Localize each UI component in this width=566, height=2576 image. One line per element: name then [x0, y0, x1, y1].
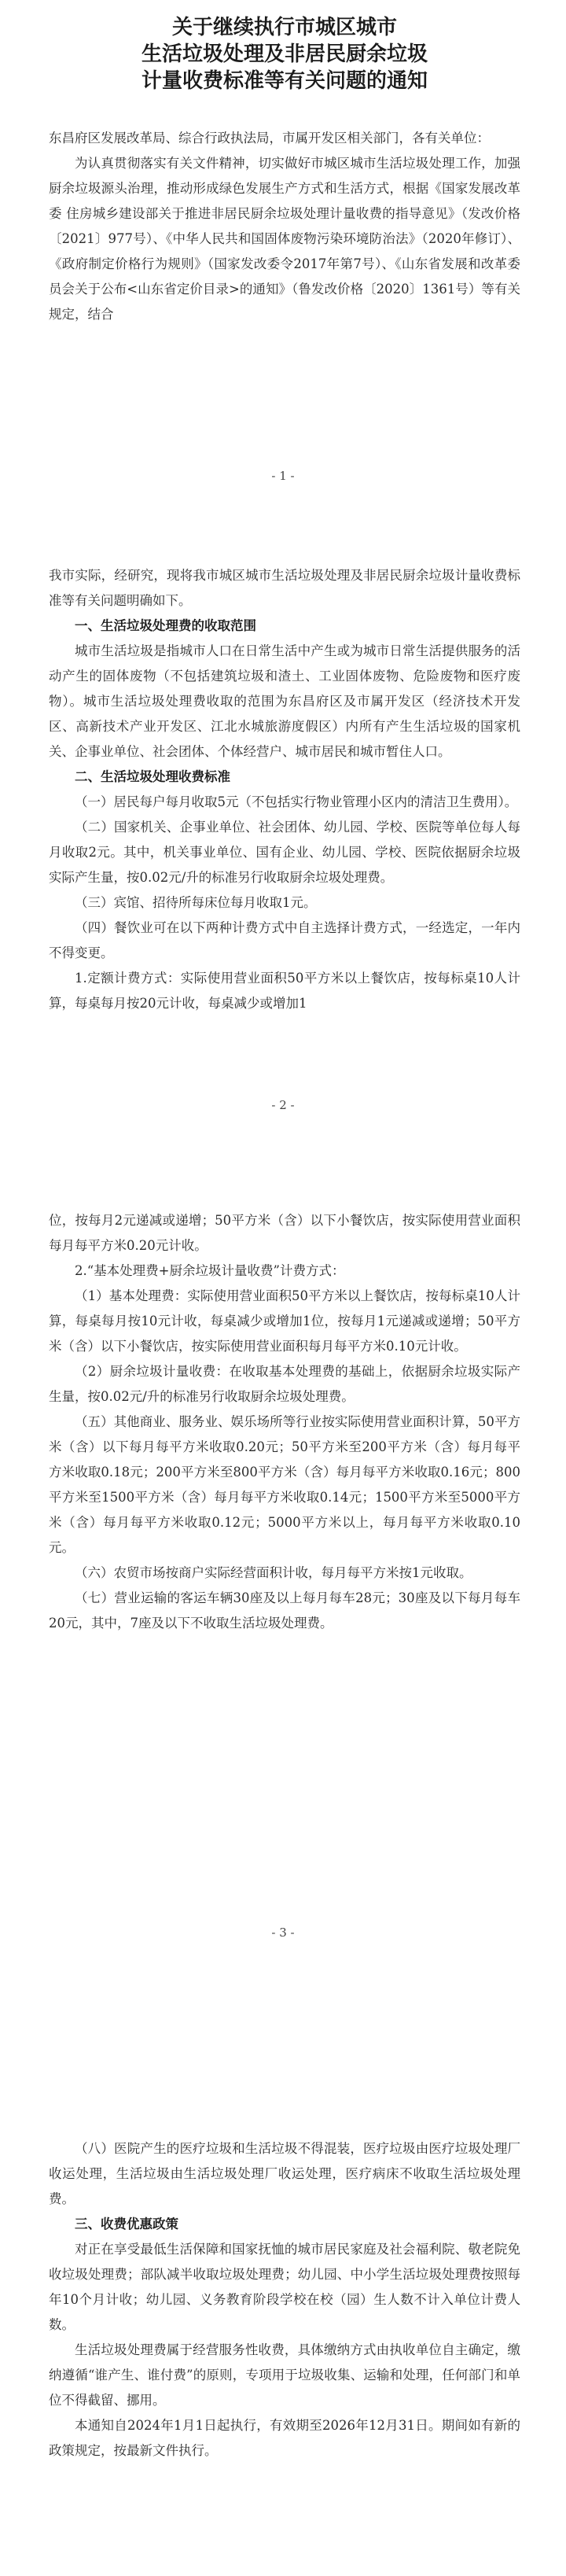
- section-1-heading: 一、生活垃圾处理费的收取范围: [75, 618, 256, 633]
- section-1-text: 城市生活垃圾是指城市人口在日常生活中产生或为城市日常生活提供服务的活动产生的固体废物（不包括建筑垃圾和渣土、工业固体废物、危险废物和医疗废物）。城市生活垃圾处理费收取的范围为东昌府区及市属开发区（经济技术开发区、高新技术产业开发区、江北水城旅游度假区）内所有产生生活垃圾的国家机关、企事业单位、社会团体、个体经营户、城市居民和城市暂住人口。: [49, 643, 520, 759]
- recipients: 东昌府区发展改革局、综合行政执法局，市属开发区相关部门，各有关单位：: [49, 131, 490, 146]
- fee-item-7: （七）营业运输的客运车辆30座及以上每月每车28元；30座及以下每月每车20元，其中，7座及以下不收取生活垃圾处理费。: [49, 1590, 520, 1631]
- section-3-text: 对正在享受最低生活保障和国家抚恤的城市居民家庭及社会福利院、敬老院免收垃圾处理费；部队减半收取垃圾处理费；幼儿园、中小学生活垃圾处理费按照每年10个月计收；幼儿园、义务教育阶段学校在校（园）生人数不计入单位计费人数。: [49, 2242, 520, 2332]
- document-page-4: [0, 2136, 566, 2569]
- fee-item-4: （四）餐饮业可在以下两种计费方式中自主选择计费方式，一经选定，一年内不得变更。: [49, 920, 520, 960]
- page-number-2: - 2 -: [271, 1098, 295, 1112]
- section-3-heading: 三、收费优惠政策: [75, 2217, 178, 2231]
- title-line-3: 计量收费标准等有关问题的通知: [141, 69, 428, 93]
- document-title: [49, 14, 520, 94]
- title-line-2: 生活垃圾处理及非居民厨余垃圾: [141, 42, 428, 66]
- fee-item-4-1: 1.定额计费方式：实际使用营业面积50平方米以上餐饮店，按每标桌10人计算，每桌每月按20元计收，每桌减少或增加1: [49, 971, 520, 1011]
- fee-item-2: （二）国家机关、企事业单位、社会团体、幼儿园、学校、医院等单位每人每月收取2元。其中，机关事业单位、国有企业、幼儿园、学校、医院依据厨余垃圾实际产生量，按0.02元/升的标准另行收取厨余垃圾处理费。: [49, 820, 520, 885]
- document-page-1: [0, 14, 566, 486]
- fee-item-5: （五）其他商业、服务业、娱乐场所等行业按实际使用营业面积计算，50平方米（含）以下每月每平方米收取0.20元；50平方米至200平方米（含）每月每平方米收取0.18元；200平方米至800平方米（含）每月每平方米收取0.16元；800平方米至1500平方米（含）每月每平方米收取0.14元；1500平方米至5000平方米（含）每月每平方米收取0.12元；5000平方米以上，每月每平方米收取0.10元。: [49, 1414, 520, 1555]
- fee-item-6: （六）农贸市场按商户实际经营面积计收，每月每平方米按1元收取。: [75, 1565, 472, 1580]
- document-page-2: [0, 563, 566, 1067]
- section-2-heading: 二、生活垃圾处理收费标准: [75, 769, 230, 784]
- fee-item-1: （一）居民每户每月收取5元（不包括实行物业管理小区内的清洁卫生费用）。: [75, 794, 518, 809]
- fee-item-4-2-2: （2）厨余垃圾计量收费：在收取基本处理费的基础上，依据厨余垃圾实际产生量，按0.02元/升的标准另行收取厨余垃圾处理费。: [49, 1364, 520, 1404]
- fee-item-4-2: 2.“基本处理费+厨余垃圾计量收费”计费方式：: [75, 1263, 345, 1278]
- fee-item-3: （三）宾馆、招待所每床位每月收取1元。: [75, 895, 317, 910]
- fee-item-8: （八）医院产生的医疗垃圾和生活垃圾不得混装，医疗垃圾由医疗垃圾处理厂收运处理，生活垃圾由生活垃圾处理厂收运处理，医疗病床不收取生活垃圾处理费。: [49, 2141, 520, 2206]
- document-page-3: [0, 1208, 566, 1774]
- intro-paragraph: 为认真贯彻落实有关文件精神，切实做好市城区城市生活垃圾处理工作，加强厨余垃圾源头治理，推动形成绿色发展生产方式和生活方式，根据《国家发展改革委 住房城乡建设部关于推进非居民厨余垃圾处理计量收费的指导意见》（发改价格〔2021〕977号）、《中华人民共和国固体废物污染环境防治法》（2020年修订）、《政府制定价格行为规则》（国家发改委令2017年第7号）、《山东省发展和改革委员会关于公布<山东省定价目录>的通知》（鲁发改价格〔2020〕1361号）等有关规定，结合: [49, 156, 520, 322]
- intro-continuation: 我市实际，经研究，现将我市城区城市生活垃圾处理及非居民厨余垃圾计量收费标准等有关问题明确如下。: [49, 568, 520, 608]
- fee-item-4-2-1: （1）基本处理费：实际使用营业面积50平方米以上餐饮店，按每标桌10人计算，每桌每月按10元计收，每桌减少或增加1位，按每月1元递减或递增；50平方米（含）以下小餐饮店，按实际使用营业面积每月每平方米0.10元计收。: [49, 1288, 520, 1354]
- effective-date-paragraph: 本通知自2024年1月1日起执行，有效期至2026年12月31日。期间如有新的政策规定，按最新文件执行。: [49, 2418, 520, 2458]
- fee-item-4-1-continuation: 位，按每月2元递减或递增；50平方米（含）以下小餐饮店，按实际使用营业面积每月每平方米0.20元计收。: [49, 1213, 520, 1253]
- fee-nature-paragraph: 生活垃圾处理费属于经营服务性收费，具体缴纳方式由执收单位自主确定，缴纳遵循“谁产生、谁付费”的原则，专项用于垃圾收集、运输和处理，任何部门和单位不得截留、挪用。: [49, 2342, 520, 2408]
- page-number-3: - 3 -: [271, 1926, 295, 1940]
- title-line-1: 关于继续执行市城区城市: [171, 16, 397, 39]
- page-number-1: - 1 -: [271, 469, 295, 483]
